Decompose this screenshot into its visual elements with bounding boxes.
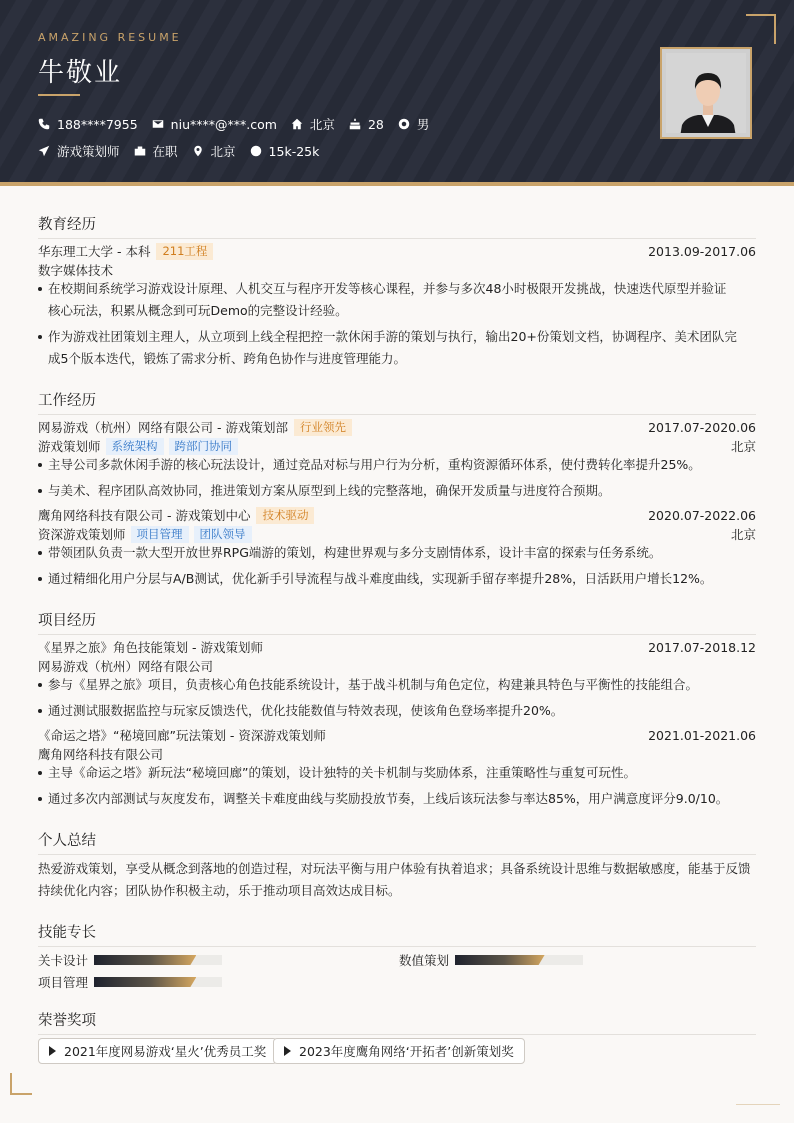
location-text: 北京 <box>210 144 236 159</box>
email-text: niu****@***.com <box>170 116 277 132</box>
job-city: 北京 <box>730 527 756 542</box>
job-bullet: 通过精细化用户分层与A/B测试，优化新手引导流程与战斗难度曲线，实现新手留存率提升28%，日活跃用户增长12%。 <box>38 568 738 590</box>
education-section-title: 教育经历 <box>38 213 756 239</box>
skill-tag: 团队领导 <box>194 526 252 543</box>
city-item <box>291 115 335 133</box>
job-role: 资深游戏策划师 <box>38 527 126 542</box>
project-name: 《命运之塔》“秘境回廊”玩法策划 - 资深游戏策划师 <box>38 728 326 743</box>
job-info-row <box>38 142 333 160</box>
skill-tag: 跨部门协同 <box>169 438 239 455</box>
avatar <box>666 53 746 133</box>
resume-header <box>0 0 794 186</box>
job-bullet: 主导公司多款休闲手游的核心玩法设计，通过竞品对标与用户行为分析，重构资源循环体系，使付费转化率提升25%。 <box>38 454 738 476</box>
home-icon <box>291 118 303 130</box>
project-company-row <box>38 745 756 763</box>
project-header-row <box>38 726 756 744</box>
project-bullet: 主导《命运之塔》新玩法“秘境回廊”的策划，设计独特的关卡机制与奖励体系，注重策略性与重复可玩性。 <box>38 762 738 784</box>
send-icon <box>38 145 50 157</box>
email-item <box>152 117 277 132</box>
project-company: 网易游戏（杭州）网络有限公司 <box>38 659 214 674</box>
summary-section-title: 个人总结 <box>38 829 756 855</box>
skill-level-bar <box>94 977 222 987</box>
phone-icon <box>38 118 50 130</box>
location-item <box>192 142 236 160</box>
skill-item <box>38 973 222 991</box>
education-bullet: 作为游戏社团策划主理人，从立项到上线全程把控一款休闲手游的策划与执行，输出20+份策划文档，协调程序、美术团队完成5个版本迭代，锻炼了需求分析、跨角色协作与进度管理能力。 <box>38 326 738 370</box>
company-tag: 行业领先 <box>294 419 352 436</box>
position-text: 游戏策划师 <box>57 144 120 159</box>
work-section-title: 工作经历 <box>38 389 756 415</box>
skills-section-title: 技能专长 <box>38 921 756 947</box>
project-company-row <box>38 657 756 675</box>
status-item <box>134 142 178 160</box>
education-major-row <box>38 261 756 279</box>
corner-decoration <box>10 1073 32 1095</box>
name-underline <box>38 94 80 96</box>
job-header-row <box>38 418 756 436</box>
resume-tagline: AMAZING RESUME <box>38 31 182 44</box>
major-text: 数字媒体技术 <box>38 263 114 278</box>
footer-line-decoration <box>736 1104 780 1105</box>
job-city: 北京 <box>730 439 756 454</box>
skill-name: 项目管理 <box>38 975 89 990</box>
cake-icon <box>349 118 361 130</box>
location-icon <box>192 145 204 157</box>
skill-name: 关卡设计 <box>38 953 89 968</box>
play-triangle-icon <box>49 1046 56 1056</box>
profile-photo <box>660 47 752 139</box>
job-role-row <box>38 437 756 455</box>
education-bullet: 在校期间系统学习游戏设计原理、人机交互与程序开发等核心课程，并参与多次48小时极限开发挑战，快速迭代原型并验证核心玩法，积累从概念到可玩Demo的完整设计经验。 <box>38 278 738 322</box>
company-name: 鹰角网络科技有限公司 - 游戏策划中心 <box>38 508 251 523</box>
awards-section-title: 荣誉奖项 <box>38 1009 756 1035</box>
job-date: 2020.07-2022.06 <box>648 507 756 523</box>
project-bullet: 参与《星界之旅》项目，负责核心角色技能系统设计，基于战斗机制与角色定位，构建兼具特色与平衡性的技能组合。 <box>38 674 738 696</box>
job-role-row <box>38 525 756 543</box>
gender-text: 男 <box>416 117 430 132</box>
salary-text: 15k-25k <box>268 143 320 159</box>
city-text: 北京 <box>309 117 335 132</box>
job-date: 2017.07-2020.06 <box>648 419 756 435</box>
skill-tag: 系统架构 <box>106 438 164 455</box>
salary-icon <box>250 145 262 157</box>
project-date: 2017.07-2018.12 <box>648 639 756 655</box>
project-date: 2021.01-2021.06 <box>648 727 756 743</box>
job-bullet: 带领团队负责一款大型开放世界RPG端游的策划，构建世界观与多分支剧情体系，设计丰富的探索与任务系统。 <box>38 542 738 564</box>
award-badge <box>38 1038 277 1064</box>
school-name: 华东理工大学 - 本科 <box>38 244 151 259</box>
project-header-row <box>38 638 756 656</box>
salary-item <box>250 144 320 159</box>
skill-level-fill <box>94 977 196 987</box>
skill-level-bar <box>455 955 583 965</box>
job-bullet: 与美术、程序团队高效协同，推进策划方案从原型到上线的完整落地，确保开发质量与进度符合预期。 <box>38 480 738 502</box>
candidate-name: 牛敬业 <box>38 58 123 88</box>
company-name: 网易游戏（杭州）网络有限公司 - 游戏策划部 <box>38 420 288 435</box>
status-text: 在职 <box>152 144 178 159</box>
gender-item <box>398 115 430 133</box>
skill-name: 数值策划 <box>399 953 450 968</box>
skill-level-fill <box>455 955 545 965</box>
award-badge <box>273 1038 525 1064</box>
age-item <box>349 117 384 132</box>
status-icon <box>134 145 146 157</box>
contact-info-row <box>38 115 443 133</box>
award-text: 2023年度鹰角网络‘开拓者’创新策划奖 <box>299 1044 514 1059</box>
mail-icon <box>152 118 164 130</box>
school-tag: 211工程 <box>156 243 213 260</box>
phone-text: 188****7955 <box>57 116 138 132</box>
skill-level-bar <box>94 955 222 965</box>
play-triangle-icon <box>284 1046 291 1056</box>
project-bullet: 通过多次内部测试与灰度发布，调整关卡难度曲线与奖励投放节奏，上线后该玩法参与率达85%，用户满意度评分9.0/10。 <box>38 788 738 810</box>
corner-decoration <box>746 14 776 44</box>
phone-item <box>38 117 138 132</box>
project-name: 《星界之旅》角色技能策划 - 游戏策划师 <box>38 640 263 655</box>
position-item <box>38 142 120 160</box>
award-text: 2021年度网易游戏‘星火’优秀员工奖 <box>64 1044 267 1059</box>
project-bullet: 通过测试服数据监控与玩家反馈迭代，优化技能数值与特效表现，使该角色登场率提升20%。 <box>38 700 738 722</box>
skill-item <box>399 951 583 969</box>
skill-level-fill <box>94 955 196 965</box>
skill-item <box>38 951 222 969</box>
projects-section-title: 项目经历 <box>38 609 756 635</box>
job-role: 游戏策划师 <box>38 439 101 454</box>
gender-icon <box>398 118 410 130</box>
person-portrait-icon <box>666 53 746 133</box>
education-header-row <box>38 242 756 260</box>
job-header-row <box>38 506 756 524</box>
company-tag: 技术驱动 <box>256 507 314 524</box>
skill-tag: 项目管理 <box>131 526 189 543</box>
education-date: 2013.09-2017.06 <box>648 243 756 259</box>
age-text: 28 <box>367 116 384 132</box>
project-company: 鹰角网络科技有限公司 <box>38 747 164 762</box>
summary-text: 热爱游戏策划，享受从概念到落地的创造过程，对玩法平衡与用户体验有执着追求；具备系统设计思维与数据敏感度，能基于反馈持续优化内容；团队协作积极主动，乐于推动项目高效达成目标。 <box>38 861 751 898</box>
